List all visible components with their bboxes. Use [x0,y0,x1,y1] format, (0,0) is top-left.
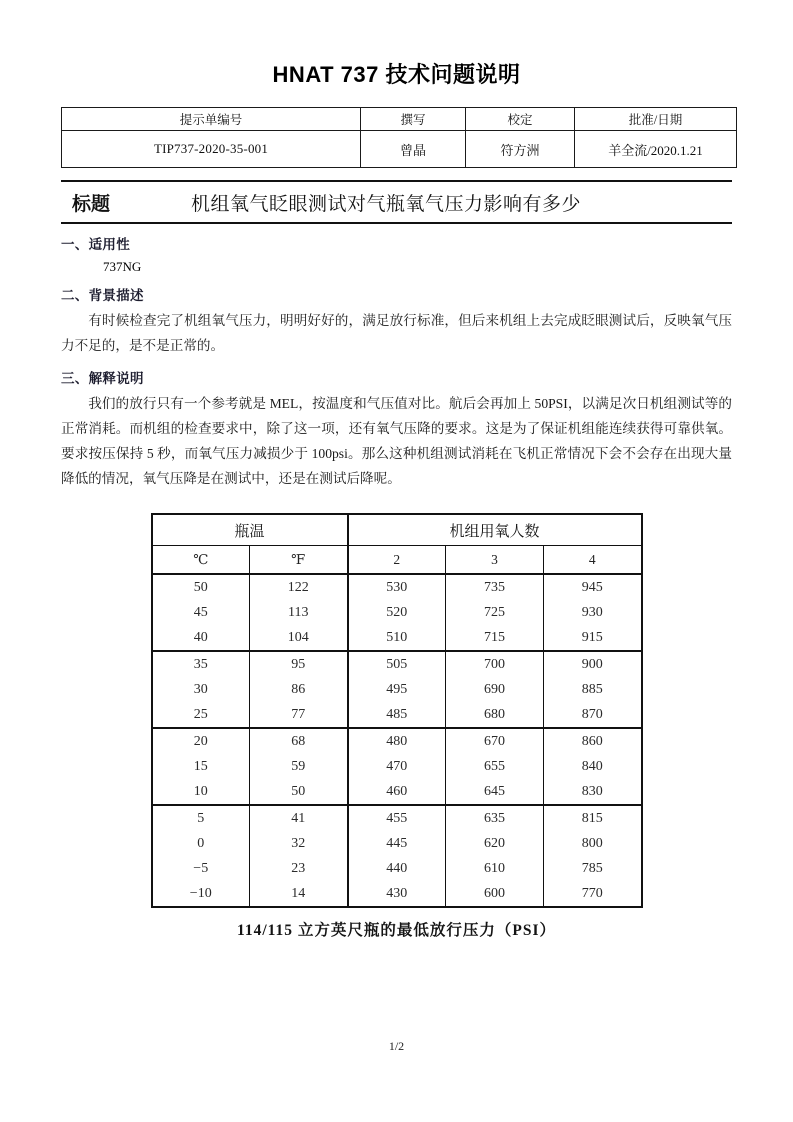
title-text: 机组氧气眨眼测试对气瓶氧气压力影响有多少 [191,193,582,215]
meta-header-checker: 校定 [466,108,575,131]
meta-value-checker: 符方洲 [466,131,575,168]
explanation-paragraph: 我们的放行只有一个参考就是 MEL，按温度和气压值对比。航后会再加上 50PSI，以满足次日机组测试等的正常消耗。而机组的检查要求中，除了这一项，还有氧气压降的要求。这是为了保证机组能连续获得可靠供氧。要求按压保持 5 秒，而氧气压力减损少于 100psi。那么这种机组测试消耗在飞机正常情况下会不会存在出现大量降低的情况，氧气压降是在测试中，还是在测试后降呢。 [61,396,732,486]
cell-crew-3: 725 [446,600,544,625]
table-row [152,805,642,831]
cell-fahrenheit: 95 [250,651,348,677]
cell-celsius: 0 [152,831,250,856]
group-header-bottle-temp: 瓶温 [152,514,348,546]
cell-crew-4: 885 [544,677,642,702]
cell-crew-3: 670 [446,728,544,754]
cell-crew-2: 440 [348,856,446,881]
cell-crew-3: 655 [446,754,544,779]
cell-celsius: 45 [152,600,250,625]
cell-crew-3: 635 [446,805,544,831]
section-heading-background: 二、背景描述 [61,288,144,303]
cell-crew-4: 930 [544,600,642,625]
title-band [61,180,732,224]
cell-crew-4: 900 [544,651,642,677]
cell-fahrenheit: 41 [250,805,348,831]
cell-fahrenheit: 23 [250,856,348,881]
cell-crew-3: 620 [446,831,544,856]
cell-crew-3: 735 [446,574,544,600]
cell-crew-3: 690 [446,677,544,702]
cell-crew-2: 530 [348,574,446,600]
col-header-crew-2: 2 [348,546,446,575]
meta-header-author: 撰写 [361,108,466,131]
cell-celsius: 15 [152,754,250,779]
release-pressure-table [151,513,643,908]
cell-crew-2: 505 [348,651,446,677]
cell-crew-3: 700 [446,651,544,677]
cell-crew-2: 480 [348,728,446,754]
table-row [152,625,642,651]
cell-celsius: −5 [152,856,250,881]
table-row [152,702,642,728]
table-row [152,728,642,754]
cell-fahrenheit: 59 [250,754,348,779]
cell-crew-4: 830 [544,779,642,805]
cell-crew-4: 785 [544,856,642,881]
col-header-crew-3: 3 [446,546,544,575]
cell-crew-4: 840 [544,754,642,779]
table-row [152,856,642,881]
meta-header-tip-number: 提示单编号 [62,108,361,131]
cell-fahrenheit: 32 [250,831,348,856]
cell-crew-2: 460 [348,779,446,805]
section-heading-explanation: 三、解释说明 [61,371,144,386]
meta-header-approver-date: 批准/日期 [575,108,737,131]
group-header-crew-count: 机组用氧人数 [348,514,642,546]
cell-celsius: 5 [152,805,250,831]
cell-celsius: 25 [152,702,250,728]
cell-crew-4: 800 [544,831,642,856]
cell-fahrenheit: 104 [250,625,348,651]
cell-crew-2: 455 [348,805,446,831]
meta-value-tip-number: TIP737-2020-35-001 [62,131,361,168]
cell-celsius: −10 [152,881,250,907]
approval-meta-table [61,107,737,168]
cell-crew-2: 510 [348,625,446,651]
cell-crew-3: 680 [446,702,544,728]
table-row [152,779,642,805]
cell-crew-2: 470 [348,754,446,779]
meta-value-author: 曾晶 [361,131,466,168]
cell-crew-3: 600 [446,881,544,907]
cell-crew-2: 495 [348,677,446,702]
table-row-column-header [152,546,642,575]
section-heading-applicability: 一、适用性 [61,237,130,252]
col-header-crew-4: 4 [544,546,642,575]
cell-crew-3: 645 [446,779,544,805]
cell-crew-2: 485 [348,702,446,728]
table-row [152,754,642,779]
cell-crew-2: 445 [348,831,446,856]
cell-crew-4: 770 [544,881,642,907]
cell-crew-4: 815 [544,805,642,831]
cell-celsius: 40 [152,625,250,651]
table-row [62,108,737,131]
col-header-celsius: ℃ [152,546,250,575]
applicability-content: 737NG [103,259,142,274]
meta-value-approver-date: 羊全流/2020.1.21 [575,131,737,168]
cell-fahrenheit: 113 [250,600,348,625]
col-header-fahrenheit: ℉ [250,546,348,575]
cell-crew-4: 870 [544,702,642,728]
cell-crew-2: 520 [348,600,446,625]
cell-crew-4: 860 [544,728,642,754]
table-row [152,677,642,702]
title-label: 标题 [72,193,111,215]
cell-celsius: 10 [152,779,250,805]
table-row [152,651,642,677]
table-row [62,131,737,168]
table-row [152,881,642,907]
cell-crew-4: 945 [544,574,642,600]
cell-celsius: 50 [152,574,250,600]
cell-celsius: 35 [152,651,250,677]
cell-fahrenheit: 68 [250,728,348,754]
table-caption: 114/115 立方英尺瓶的最低放行压力（PSI） [236,922,557,939]
cell-celsius: 30 [152,677,250,702]
cell-crew-3: 715 [446,625,544,651]
page-footer: 1/2 [388,1039,405,1053]
pressure-table-block [61,513,732,940]
cell-crew-3: 610 [446,856,544,881]
cell-crew-4: 915 [544,625,642,651]
background-paragraph: 有时候检查完了机组氧气压力，明明好好的，满足放行标准，但后来机组上去完成眨眼测试后，反映氧气压力不足的，是不是正常的。 [61,313,732,353]
cell-fahrenheit: 77 [250,702,348,728]
table-row [152,574,642,600]
cell-fahrenheit: 122 [250,574,348,600]
page-title: HNAT 737 技术问题说明 [272,62,521,87]
cell-fahrenheit: 50 [250,779,348,805]
cell-fahrenheit: 14 [250,881,348,907]
cell-celsius: 20 [152,728,250,754]
cell-crew-2: 430 [348,881,446,907]
cell-fahrenheit: 86 [250,677,348,702]
table-row [152,831,642,856]
table-row-group-header [152,514,642,546]
table-row [152,600,642,625]
